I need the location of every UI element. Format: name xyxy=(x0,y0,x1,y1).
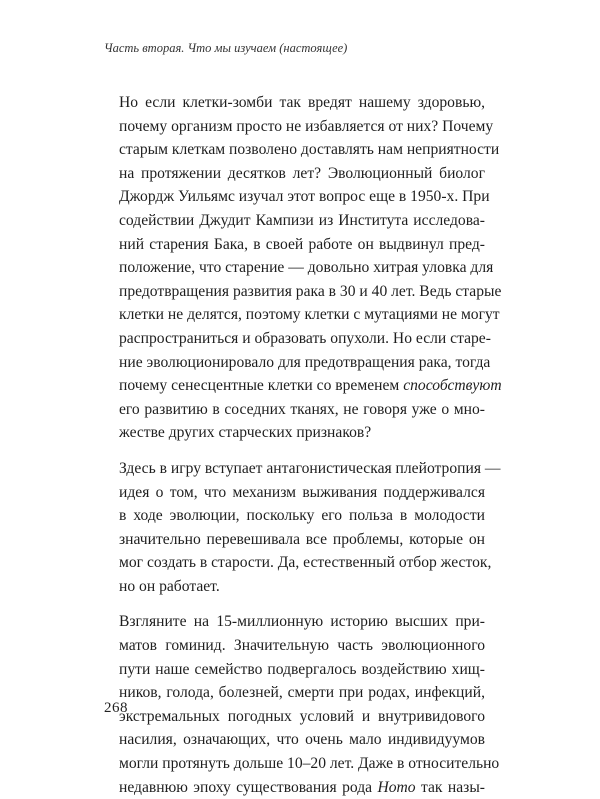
text-line: на протяжении десятков лет? Эволюционный биолог xyxy=(119,164,485,182)
text-line: в ходе эволюции, поскольку его польза в молодости xyxy=(119,507,485,525)
text-run: почему сенесцентные клетки со временем xyxy=(119,377,404,395)
text-run: недавнюю эпоху существования рода xyxy=(119,778,378,796)
text-line: ние эволюционировало для предотвращения рака, тогда xyxy=(119,353,491,371)
text-line: клетки не делятся, поэтому клетки с мутациями не могут xyxy=(119,306,500,324)
text-line: идея о том, что механизм выживания поддерживался xyxy=(119,483,485,501)
text-line: старым клеткам позволено доставлять нам неприятности xyxy=(119,141,500,159)
text-line: положение, что старение — довольно хитрая уловка для xyxy=(119,259,494,277)
text-line: ний старения Бака, в своей работе он выдвинул пред- xyxy=(119,235,485,253)
text-line: Здесь в игру вступает антагонистическая плейотропия — xyxy=(119,459,501,477)
text-line xyxy=(119,776,485,799)
text-line: матов гоминид. Значительную часть эволюционного xyxy=(119,637,485,655)
paragraph-gap xyxy=(119,598,485,610)
text-line: Джордж Уильямс изучал этот вопрос еще в 1950-х. При xyxy=(119,188,490,206)
text-line: его развитию в соседних тканях, не говоря уже о мно- xyxy=(119,400,485,418)
paragraph-1 xyxy=(119,91,502,445)
text-line xyxy=(119,374,502,398)
text-line: значительно перевешивала все проблемы, которые он xyxy=(119,530,485,548)
text-line: почему организм просто не избавляется от них? Почему xyxy=(119,117,494,135)
text-line: предотвращения развития рака в 30 и 40 лет. Ведь старые xyxy=(119,282,502,300)
text-line: пути наше семейство подвергалось воздействию хищ- xyxy=(119,660,485,678)
emphasis-text: способствуют xyxy=(403,377,502,395)
text-line: но он работает. xyxy=(119,577,220,595)
paragraph-2 xyxy=(119,457,501,599)
text-run: так назы- xyxy=(415,778,485,796)
emphasis-text: Homo xyxy=(377,778,416,796)
text-line: жестве других старческих признаков? xyxy=(119,424,372,442)
running-head: Часть вторая. Что мы изучаем (настоящее) xyxy=(104,41,348,55)
text-line: распространиться и образовать опухоли. Но если старе- xyxy=(119,329,491,347)
text-line: содействии Джудит Кампизи из Института исследова- xyxy=(119,211,485,229)
text-line: ников, голода, болезней, смерти при родах, инфекций, xyxy=(119,684,485,702)
body-text xyxy=(119,91,502,799)
paragraph-3 xyxy=(119,610,500,799)
paragraph-gap xyxy=(119,445,485,457)
text-line: могли протянуть дольше 10–20 лет. Даже в относительно xyxy=(119,755,500,773)
text-line: Но если клетки-зомби так вредят нашему здоровью, xyxy=(119,94,485,111)
text-line: Взгляните на 15-миллионную историю высших при- xyxy=(119,613,485,631)
text-line: насилия, означающих, что очень мало индивидуумов xyxy=(119,731,485,749)
text-line: мог создать в старости. Да, естественный отбор жесток, xyxy=(119,554,492,572)
text-line: экстремальных погодных условий и внутривидового xyxy=(119,707,485,725)
page-number: 268 xyxy=(104,700,128,716)
